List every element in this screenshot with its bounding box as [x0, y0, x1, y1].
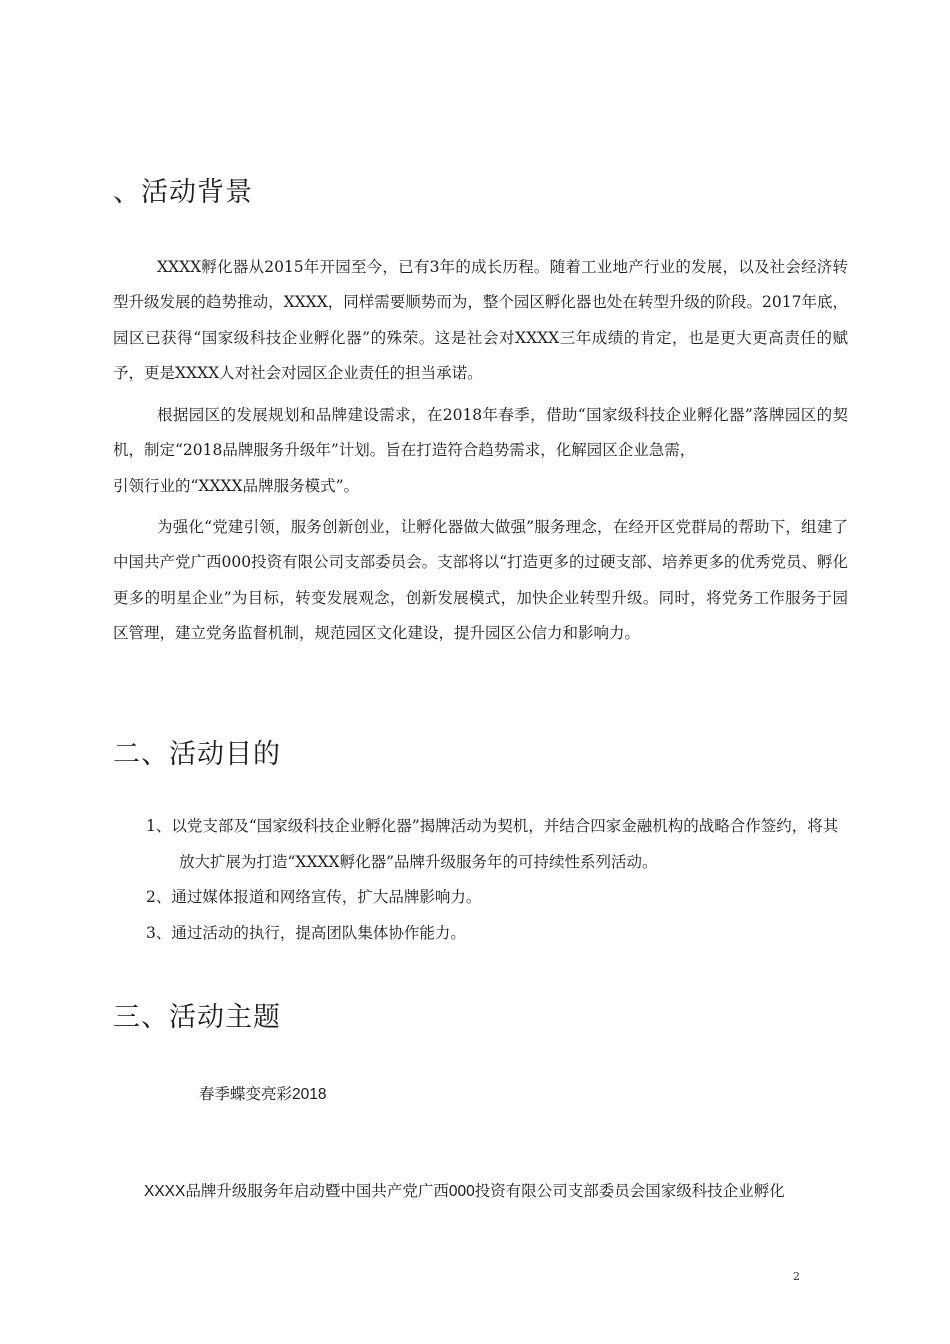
background-paragraph-2: 根据园区的发展规划和品牌建设需求，在2018年春季，借助“国家级科技企业孵化器”落牌园区的契机，制定“2018品牌服务升级年”计划。旨在打造符合趋势需求，化解园区企业急需，	[113, 406, 848, 460]
theme-title: 春季蝶变亮彩2018	[199, 1086, 327, 1103]
background-paragraph-1: XXXX孵化器从2015年开园至今，已有3年的成长历程。随着工业地产行业的发展，以及社会经济转型升级发展的趋势推动，XXXX，同样需要顺势而为，整个园区孵化器也处在转型升级的阶段。2017年底，园区已获得“国家级科技企业孵化器”的殊荣。这是社会对XXXX三年成绩的肯定，也是更大更高责任的赋予，更是XXXX人对社会对园区企业责任的担当承诺。	[113, 258, 848, 382]
section-heading-purpose: 二、活动目的	[113, 739, 281, 770]
background-paragraph-4: 为强化“党建引领，服务创新创业，让孵化器做大做强”服务理念，在经开区党群局的帮助下，组建了中国共产党广西000投资有限公司支部委员会。支部将以“打造更多的过硬支部、培养更多的优秀党员、孵化更多的明星企业”为目标，转变发展观念，创新发展模式，加快企业转型升级。同时，将党务工作服务于园区管理，建立党务监督机制，规范园区文化建设，提升园区公信力和影响力。	[113, 518, 849, 642]
theme-subtitle: XXXX品牌升级服务年启动暨中国共产党广西000投资有限公司支部委员会国家级科技企业孵化	[144, 1183, 785, 1200]
purpose-list	[146, 809, 848, 951]
purpose-item-1: 1、以党支部及“国家级科技企业孵化器”揭牌活动为契机，并结合四家金融机构的战略合作签约，将其放大扩展为打造“XXXX孵化器”品牌升级服务年的可持续性系列活动。	[146, 817, 839, 871]
purpose-item-2: 2、通过媒体报道和网络宣传，扩大品牌影响力。	[146, 888, 482, 906]
page-number: 2	[793, 1270, 800, 1283]
section-heading-background: 、活动背景	[113, 177, 253, 208]
section-heading-theme: 三、活动主题	[113, 1002, 281, 1033]
background-paragraph-3: 引领行业的“XXXX品牌服务模式”。	[113, 477, 359, 495]
purpose-item-3: 3、通过活动的执行，提高团队集体协作能力。	[146, 923, 466, 942]
